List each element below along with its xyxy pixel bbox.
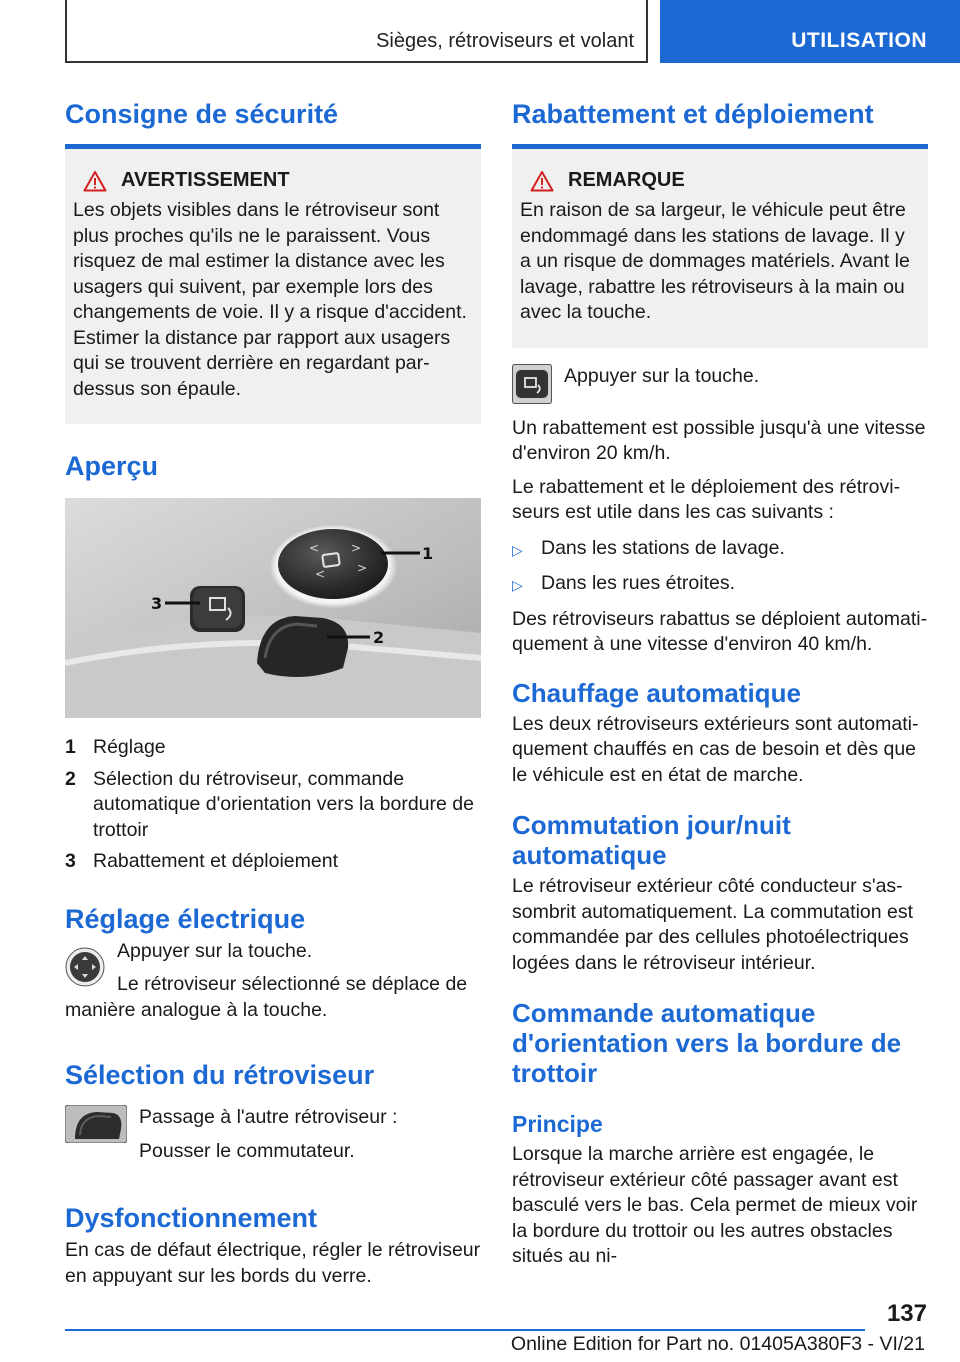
svg-text:<: < xyxy=(315,567,326,581)
mirror-selector-switch-icon xyxy=(65,1105,127,1143)
fold-cases-list xyxy=(512,536,928,599)
note-title-row xyxy=(530,169,920,192)
note-text: En raison de sa largeur, le véhicule peut être endommagé dans les stations de lavage. Il y a un risque de dommages matériels. Avant le lavage, rabattre les rétroviseurs à la main ou avec la touche. xyxy=(520,199,910,323)
header-section-title: Sièges, rétroviseurs et volant xyxy=(376,30,634,52)
svg-text:>: > xyxy=(351,541,362,555)
mirror-fold-button-icon xyxy=(512,364,552,404)
heating-text: Les deux rétroviseurs extérieurs sont automatiquement chauffés en cas de besoin et dès que le véhicule est en état de marche. xyxy=(512,712,919,786)
warning-title: AVERTISSEMENT xyxy=(121,169,290,191)
warning-text: Les objets visibles dans le rétroviseur sont plus proches qu'ils ne le paraissent. Vous risquez de mal estimer la distance avec les usagers qui suivent, par exemple lors des changements de voie. Il y a risque d'accident. Estimer la distance par rapport aux usagers qui se trouvent derrière en regardant par-dessus son épaule. xyxy=(73,199,467,400)
heading-mirror-select: Sélection du rétroviseur xyxy=(65,1060,375,1090)
mirror-select-text-1: Passage à l'autre rétroviseur : xyxy=(139,1106,398,1128)
fold-speed-text: Un rabattement est possible jusqu'à une vitesse d'environ 20 km/h. xyxy=(512,416,926,464)
malfunction-text: En cas de défaut électrique, régler le rétroviseur en appuyant sur les bords du verre. xyxy=(65,1239,481,1287)
right-column xyxy=(512,98,928,1270)
fold-auto-deploy-text: Des rétroviseurs rabattus se déploient automatiquement à une vitesse d'environ 40 km/h. xyxy=(512,607,928,655)
svg-text:<: < xyxy=(309,541,320,555)
mirror-select-text-2: Pousser le commutateur. xyxy=(139,1139,355,1162)
header-section-box xyxy=(65,0,648,63)
heading-overview: Aperçu xyxy=(65,451,159,481)
mirror-select-block xyxy=(65,1105,481,1164)
triangle-bullet-icon: ▷ xyxy=(512,541,523,558)
warning-title-row xyxy=(83,169,473,192)
footer-rule xyxy=(65,1329,865,1331)
mirror-controls-image xyxy=(65,498,481,718)
electric-adjust-block xyxy=(65,939,481,1024)
callout-3: 3 xyxy=(151,594,163,613)
heading-safety: Consigne de sécurité xyxy=(65,99,339,129)
callout-2: 2 xyxy=(373,628,385,647)
heading-curb-tilt: Commande automatique d'orientation vers la bordure de trottoir xyxy=(512,998,902,1088)
heading-malfunction: Dysfonctionnement xyxy=(65,1203,318,1233)
note-box xyxy=(512,149,928,348)
triangle-bullet-icon: ▷ xyxy=(512,577,523,593)
warning-box xyxy=(65,149,481,424)
svg-text:>: > xyxy=(357,561,368,575)
mirror-adjust-button-icon xyxy=(65,947,105,987)
page-number: 137 xyxy=(886,1300,927,1327)
note-title: REMARQUE xyxy=(568,169,685,191)
heading-heating: Chauffage automatique xyxy=(512,677,801,708)
list-item: ▷ Dans les rues étroites. xyxy=(512,571,928,599)
warning-triangle-icon xyxy=(83,170,107,192)
footer-edition: Online Edition for Part no. 01405A380F3 - VI/21 xyxy=(510,1333,925,1355)
principle-text: Lorsque la marche arrière est engagée, le rétroviseur extérieur côté passager avant est basculé vers le bas. Cela permet de mieux voir la bordure du trottoir ou les autres obstacles situés au ni- xyxy=(512,1143,918,1267)
mirror-controls-figure xyxy=(65,498,481,723)
heading-electric-adjust: Réglage électrique xyxy=(65,903,306,934)
left-column xyxy=(65,98,481,1289)
header-tab[interactable] xyxy=(660,0,960,63)
fold-button-row xyxy=(512,364,928,404)
warning-triangle-icon xyxy=(530,170,554,192)
fold-cases-text: Le rabattement et le déploiement des rétroviseurs est utile dans les cas suivants : xyxy=(512,475,901,523)
electric-adjust-text-2: Le rétroviseur sélectionné se déplace de manière analogue à la touche. xyxy=(65,973,468,1021)
header-tab-label: UTILISATION xyxy=(791,29,927,52)
heading-day-night: Commutation jour/nuit automatique xyxy=(512,810,791,870)
callout-1: 1 xyxy=(422,544,434,563)
figure-legend xyxy=(65,735,481,875)
legend-item: 3 Rabattement et déploiement xyxy=(65,850,338,872)
electric-adjust-text-1: Appuyer sur la touche. xyxy=(117,939,313,962)
heading-fold: Rabattement et déploiement xyxy=(512,99,874,129)
fold-button-text: Appuyer sur la touche. xyxy=(564,364,760,387)
legend-item: 2 Sélection du rétroviseur, commande automatique d'orientation vers la bordure de trottoir xyxy=(65,767,474,841)
list-item: ▷ Dans les stations de lavage. xyxy=(512,536,928,564)
legend-item: 1 Réglage xyxy=(65,736,166,758)
heading-principle: Principe xyxy=(512,1111,603,1137)
day-night-text: Le rétroviseur extérieur côté conducteur s'assombrit automatiquement. La commutation est commandée par des cellules photoélectriques logées dans le rétroviseur intérieur. xyxy=(512,875,914,974)
